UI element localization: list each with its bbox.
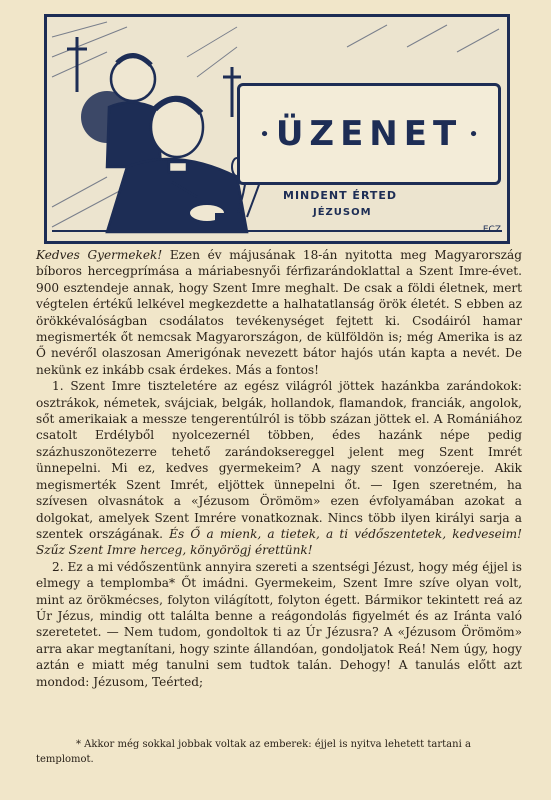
paragraph-intro	[36, 247, 522, 378]
article-body	[36, 247, 522, 690]
title-banner	[237, 83, 501, 185]
paragraph-2	[36, 559, 522, 690]
salutation: Kedves Gyermekek!	[36, 248, 163, 262]
artist-signature: ECZ	[482, 225, 501, 235]
paragraph-1-text: 1. Szent Imre tiszteletére az egész világról jöttek hazánkba zarándokok: osztrákok, németek, svájciak, belgák, hollandok, flamandok, franciák, angolok, sőt amerikaiak a messze tengerentúlról is több százan jöttek el. A Romániához csatolt Erdélyből nyolcezernél többen, édes hazánk népe pedig százhuszonötezerre tehető zarándoksereggel jelent meg Szent Imrét ünnepelni. Mi ez, kedves gyermekeim? A nagy szent vonzóereje. Akik megismerték Szent Imrét, eljöttek ünnepelni őt. — Igen szeretném, ha szívesen olvasnátok a «Jézusom Örömöm» ezen évfolyamában azokat a dolgokat, amelyek Szent Imrére vonatkoznak. Nincs több ilyen királyi sarja a szentek országának.	[36, 379, 522, 541]
ornament-dot-right: •	[468, 123, 479, 145]
paragraph-intro-text: Ezen év májusának 18-án nyitotta meg Magyarország bíboros hercegprímása a máriabesnyői férfizarándoklattal a Szent Imre-évet. 900 esztendeje annak, hogy Szent Imre meghalt. De csak a földi életnek, mert végtelen értékű lelkével megkezdette a halhatatlanság örök életét. S ebben az örökkévalóságban csodálatos tevékenységet fejtett ki. Csodáiról hamar megismerték őt nemcsak Magyarországon, de külföldön is; még Amerika is az Ő nevéről olaszosan Amerigónak nevezett bátor hajós után kapta a nevét. De nekünk ez inkább csak érdekes. Más a fontos!	[36, 248, 522, 377]
motto-line-1: MINDENT ÉRTED	[283, 189, 398, 202]
ornament-dot-left: •	[259, 123, 270, 145]
motto-line-2: JÉZUSOM	[313, 207, 372, 218]
paragraph-1-italic: És Ő a mienk, a tietek, a ti védőszentetek, kedveseim! Szűz Szent Imre herceg, könyörögj érettünk!	[36, 526, 522, 558]
header-illustration	[44, 14, 510, 244]
page-title: ÜZENET	[275, 114, 463, 154]
paragraph-1	[36, 378, 522, 558]
footnote: * Akkor még sokkal jobbak voltak az emberek: éjjel is nyitva lehetett tartani a templomot.	[36, 739, 471, 765]
paragraph-2-text: 2. Ez a mi védőszentünk annyira szereti a szentségi Jézust, hogy még éjjel is elmegy a templomba* Őt imádni. Gyermekeim, Szent Imre szíve olyan volt, mint az örökmécses, folyton világított, folyton égett. Bármikor tekintett reá az Úr Jézus, mindig ott találta benne a reágondolás figyelmét és az Iránta való szeretetet. — Nem tudom, gondoltok ti az Úr Jézusra? A «Jézusom Örömöm» arra akar megtanítani, hogy szinte állandóan, gondoljatok Reá! Nem úgy, hogy aztán e miatt még tanulni sem tudtok talán. Dehogy! A tanulás előtt azt mondod: Jézusom, Teérted;	[36, 559, 522, 689]
